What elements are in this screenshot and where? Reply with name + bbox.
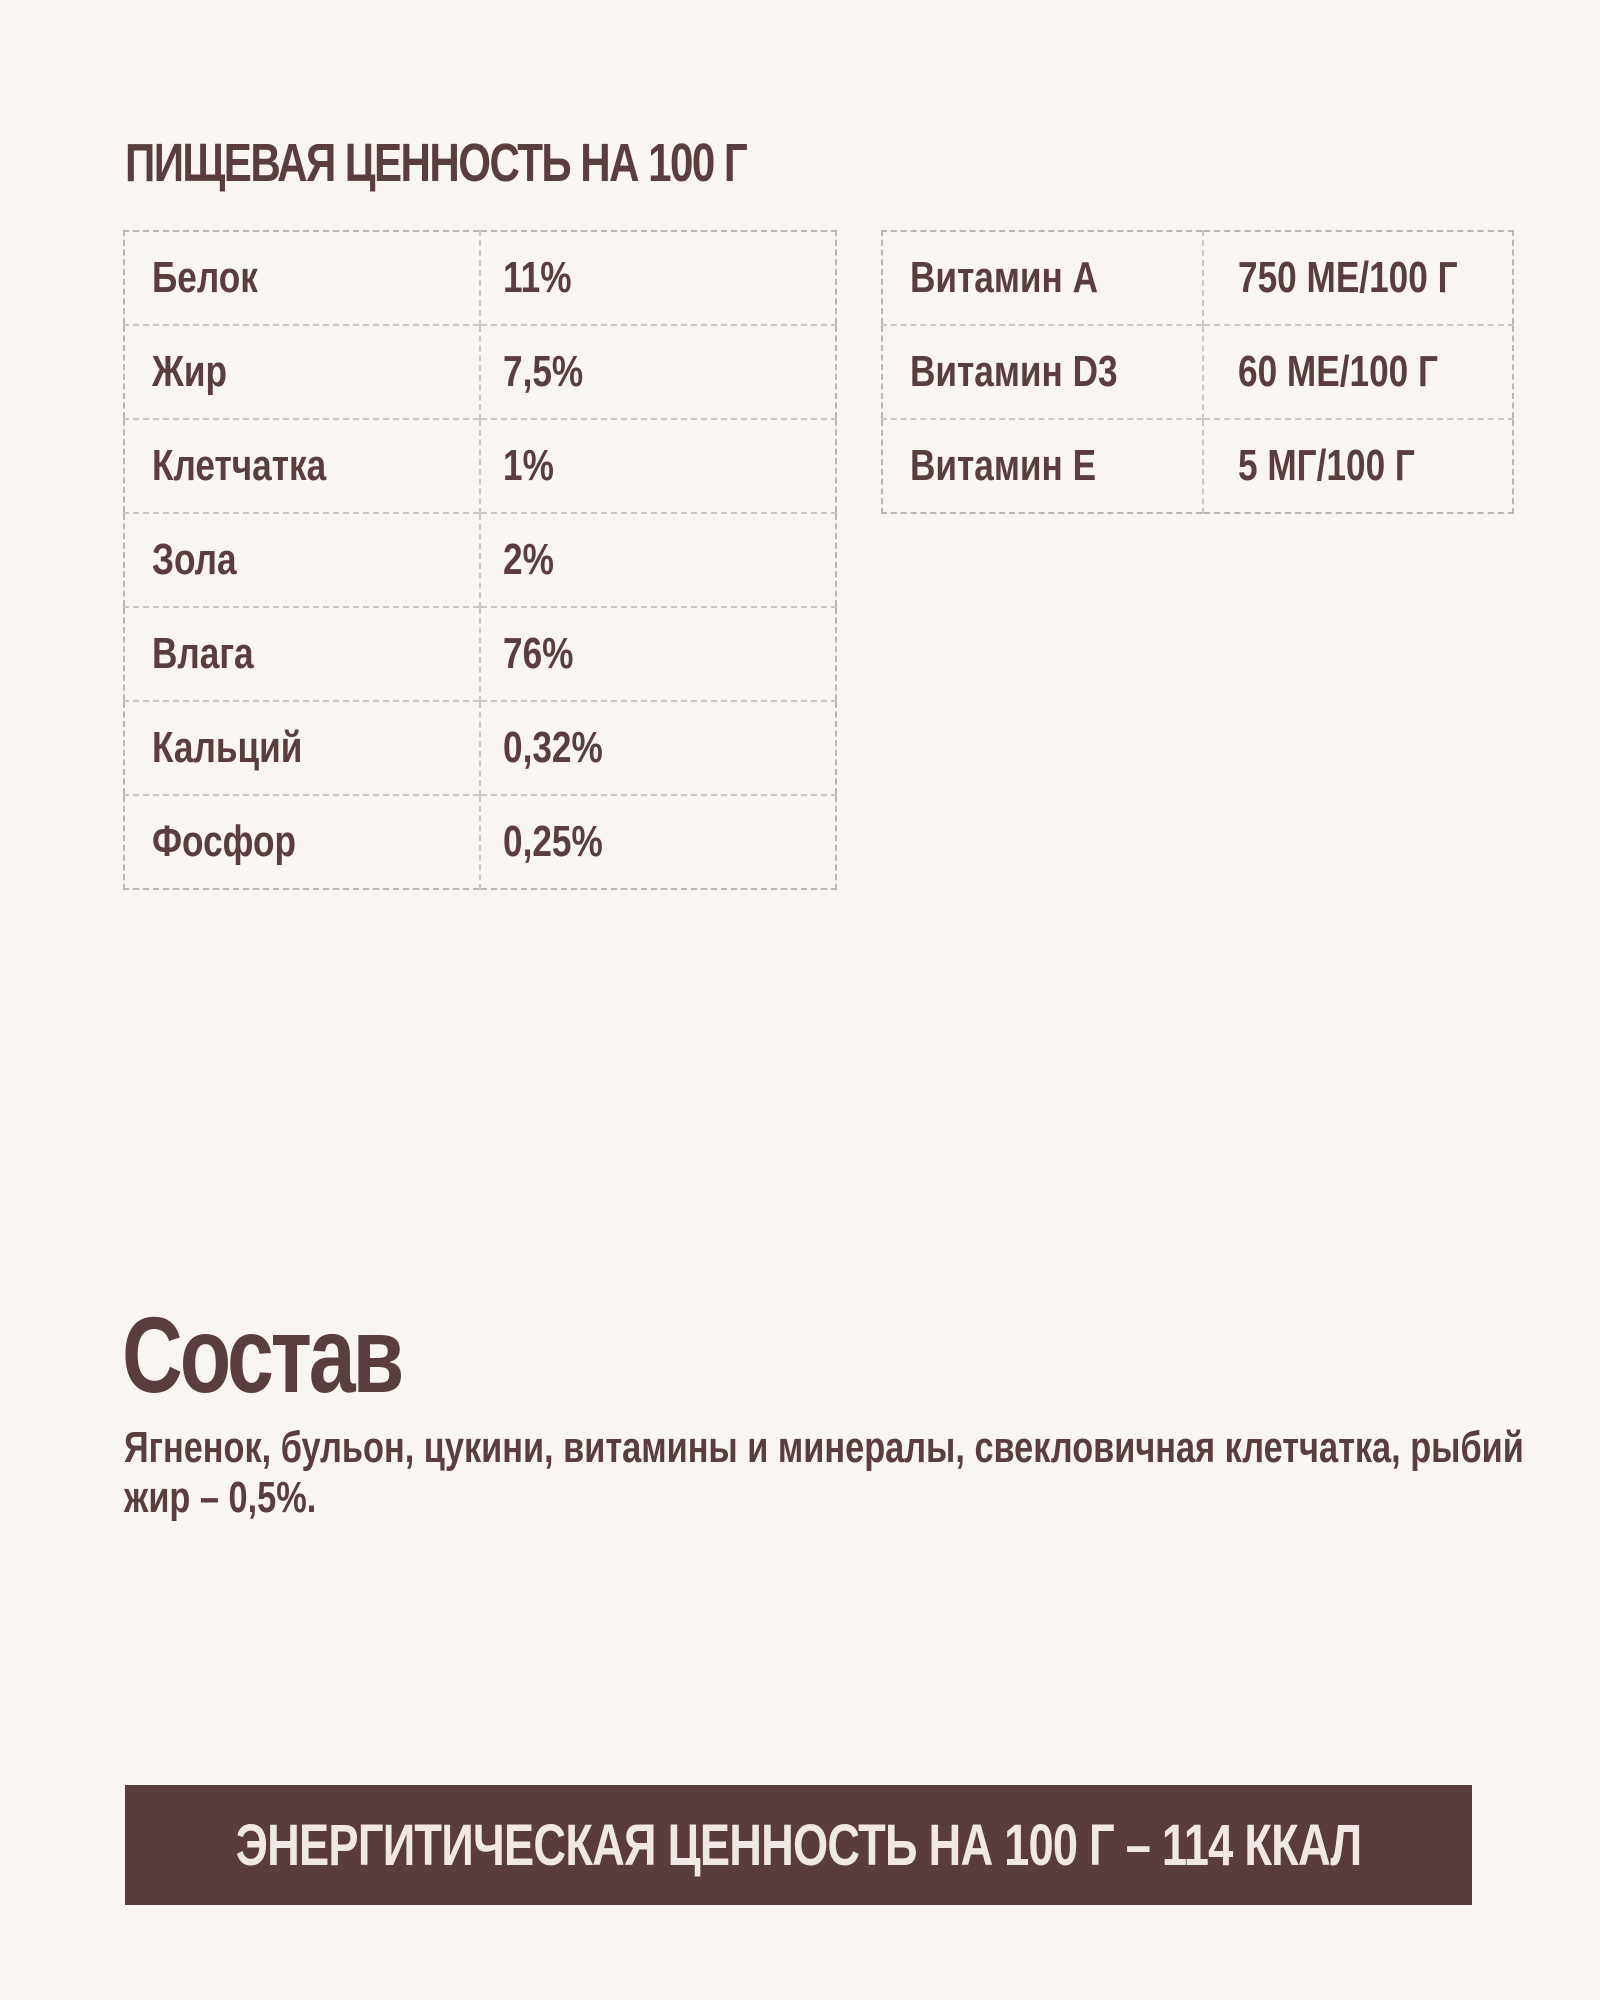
- macros-table: [123, 230, 837, 890]
- vitamin-value-cell: [1203, 419, 1513, 513]
- macro-value: 1%: [503, 441, 554, 490]
- vitamin-name: Витамин А: [910, 253, 1099, 302]
- macro-name: Фосфор: [152, 817, 296, 866]
- table-row: [882, 231, 1513, 325]
- macro-name: Белок: [152, 253, 258, 302]
- macro-name-cell: [124, 701, 480, 795]
- vitamin-name-cell: [882, 419, 1203, 513]
- macro-name: Влага: [152, 629, 254, 678]
- macro-value-cell: [480, 795, 836, 889]
- nutrition-title: [125, 132, 921, 194]
- table-row: [124, 795, 836, 889]
- table-row: [124, 231, 836, 325]
- macro-value: 7,5%: [503, 347, 584, 396]
- composition-title: Состав: [122, 1294, 402, 1415]
- macro-name-cell: [124, 795, 480, 889]
- macro-value: 0,25%: [503, 817, 603, 866]
- vitamin-value: 60 МЕ/100 Г: [1237, 347, 1438, 396]
- table-row: [124, 419, 836, 513]
- macro-name-cell: [124, 607, 480, 701]
- macro-value: 0,32%: [503, 723, 603, 772]
- macro-name: Кальций: [152, 723, 303, 772]
- table-row: [124, 701, 836, 795]
- vitamins-table: [881, 230, 1514, 514]
- macro-name-cell: [124, 325, 480, 419]
- energy-banner: [125, 1785, 1472, 1905]
- macro-value-cell: [480, 325, 836, 419]
- macro-name: Жир: [152, 347, 227, 396]
- vitamin-value-cell: [1203, 325, 1513, 419]
- macro-value-cell: [480, 231, 836, 325]
- macro-name-cell: [124, 419, 480, 513]
- macro-name: Зола: [152, 535, 237, 584]
- energy-text: ЭНЕРГИТИЧЕСКАЯ ЦЕННОСТЬ НА 100 Г – 114 ККАЛ: [235, 1812, 1362, 1878]
- macro-value-cell: [480, 419, 836, 513]
- macro-value-cell: [480, 701, 836, 795]
- table-row: [882, 325, 1513, 419]
- macro-value: 2%: [503, 535, 554, 584]
- table-row: [882, 419, 1513, 513]
- nutrition-title-text: ПИЩЕВАЯ ЦЕННОСТЬ НА 100 Г: [125, 133, 747, 193]
- table-row: [124, 325, 836, 419]
- vitamin-name: Витамин D3: [910, 347, 1118, 396]
- vitamin-value: 5 МГ/100 Г: [1237, 441, 1415, 490]
- macro-name-cell: [124, 231, 480, 325]
- vitamin-name-cell: [882, 231, 1203, 325]
- vitamin-name: Витамин Е: [910, 441, 1097, 490]
- vitamin-name-cell: [882, 325, 1203, 419]
- macro-value-cell: [480, 513, 836, 607]
- vitamin-value: 750 МЕ/100 Г: [1237, 253, 1458, 302]
- macro-value: 11%: [503, 253, 572, 302]
- table-row: [124, 513, 836, 607]
- macro-name: Клетчатка: [152, 441, 327, 490]
- macro-value: 76%: [503, 629, 574, 678]
- macro-name-cell: [124, 513, 480, 607]
- table-row: [124, 607, 836, 701]
- composition-heading: [122, 1292, 480, 1417]
- macro-value-cell: [480, 607, 836, 701]
- vitamin-value-cell: [1203, 231, 1513, 325]
- composition-text: Ягненок, бульон, цукини, витамины и минералы, свекловичная клетчатка, рыбий жир – 0,5%.: [124, 1423, 1524, 1522]
